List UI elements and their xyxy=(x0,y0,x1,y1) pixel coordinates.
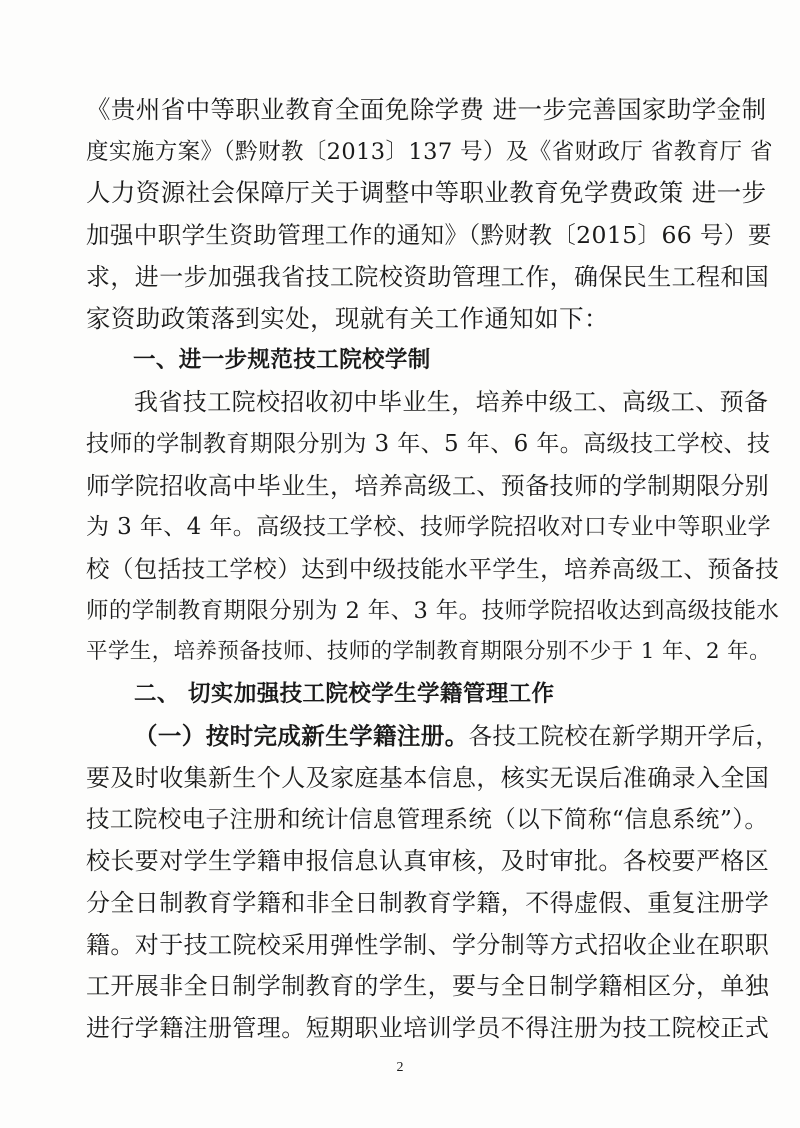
body-line: 求，进一步加强我省技工院校资助管理工作，确保民生工程和国 xyxy=(86,263,770,291)
section-heading: 二、 切实加强技工院校学生学籍管理工作 xyxy=(134,681,555,707)
subsection-first-line xyxy=(134,718,779,754)
body-line: 人力资源社会保障厅关于调整中等职业教育免学费政策 进一步 xyxy=(86,178,767,207)
body-line: 要及时收集新生个人及家庭基本信息，核实无误后准确录入全国 xyxy=(86,764,770,792)
body-line: 技工院校电子注册和统计信息管理系统（以下简称“信息系统”）。 xyxy=(86,805,769,833)
body-line: 师学院招收高中毕业生，培养高级工、预备技师的学制期限分别 xyxy=(86,472,770,500)
subsection-heading: （一）按时完成新生学籍注册。 xyxy=(134,722,469,750)
body-line: 技师的学制教育期限分别为 3 年、5 年、6 年。高级技工学校、技 xyxy=(86,431,771,457)
body-line: 《贵州省中等职业教育全面免除学费 进一步完善国家助学金制 xyxy=(86,95,767,124)
body-line: 我省技工院校招收初中毕业生，培养中级工、高级工、预备 xyxy=(134,388,769,416)
page-number: 2 xyxy=(396,1060,404,1075)
body-line: 校（包括技工学校）达到中级技能水平学生，培养高级工、预备技 xyxy=(86,555,780,583)
body-line: 进行学籍注册管理。短期职业培训学员不得注册为技工院校正式 xyxy=(86,1014,770,1042)
body-line: 加强中职学生资助管理工作的通知》（黔财教〔2015〕66 号）要 xyxy=(86,221,772,249)
body-line: 度实施方案》（黔财教〔2013〕137 号）及《省财政厅 省教育厅 省 xyxy=(86,139,773,165)
body-line: 家资助政策落到实处，现就有关工作通知如下： xyxy=(86,304,609,333)
body-line: 分全日制教育学籍和非全日制教育学籍，不得虚假、重复注册学 xyxy=(86,889,770,917)
body-line: 校长要对学生学籍申报信息认真审核，及时审批。各校要严格区 xyxy=(86,847,770,875)
body-line: 平学生，培养预备技师、技师的学制教育期限分别不少于 1 年、2 年。 xyxy=(86,639,771,664)
body-line: 工开展非全日制学制教育的学生，要与全日制学籍相区分，单独 xyxy=(86,972,770,1000)
subsection-first-line-text: 各技工院校在新学期开学后， xyxy=(468,722,780,750)
body-line: 籍。对于技工院校采用弹性学制、学分制等方式招收企业在职职 xyxy=(86,931,770,959)
section-heading: 一、进一步规范技工院校学制 xyxy=(133,347,431,373)
body-line: 为 3 年、4 年。高级技工学校、技师学院招收对口专业中等职业学 xyxy=(86,514,771,540)
body-line: 师的学制教育期限分别为 2 年、3 年。技师学院招收达到高级技能水 xyxy=(86,598,780,624)
